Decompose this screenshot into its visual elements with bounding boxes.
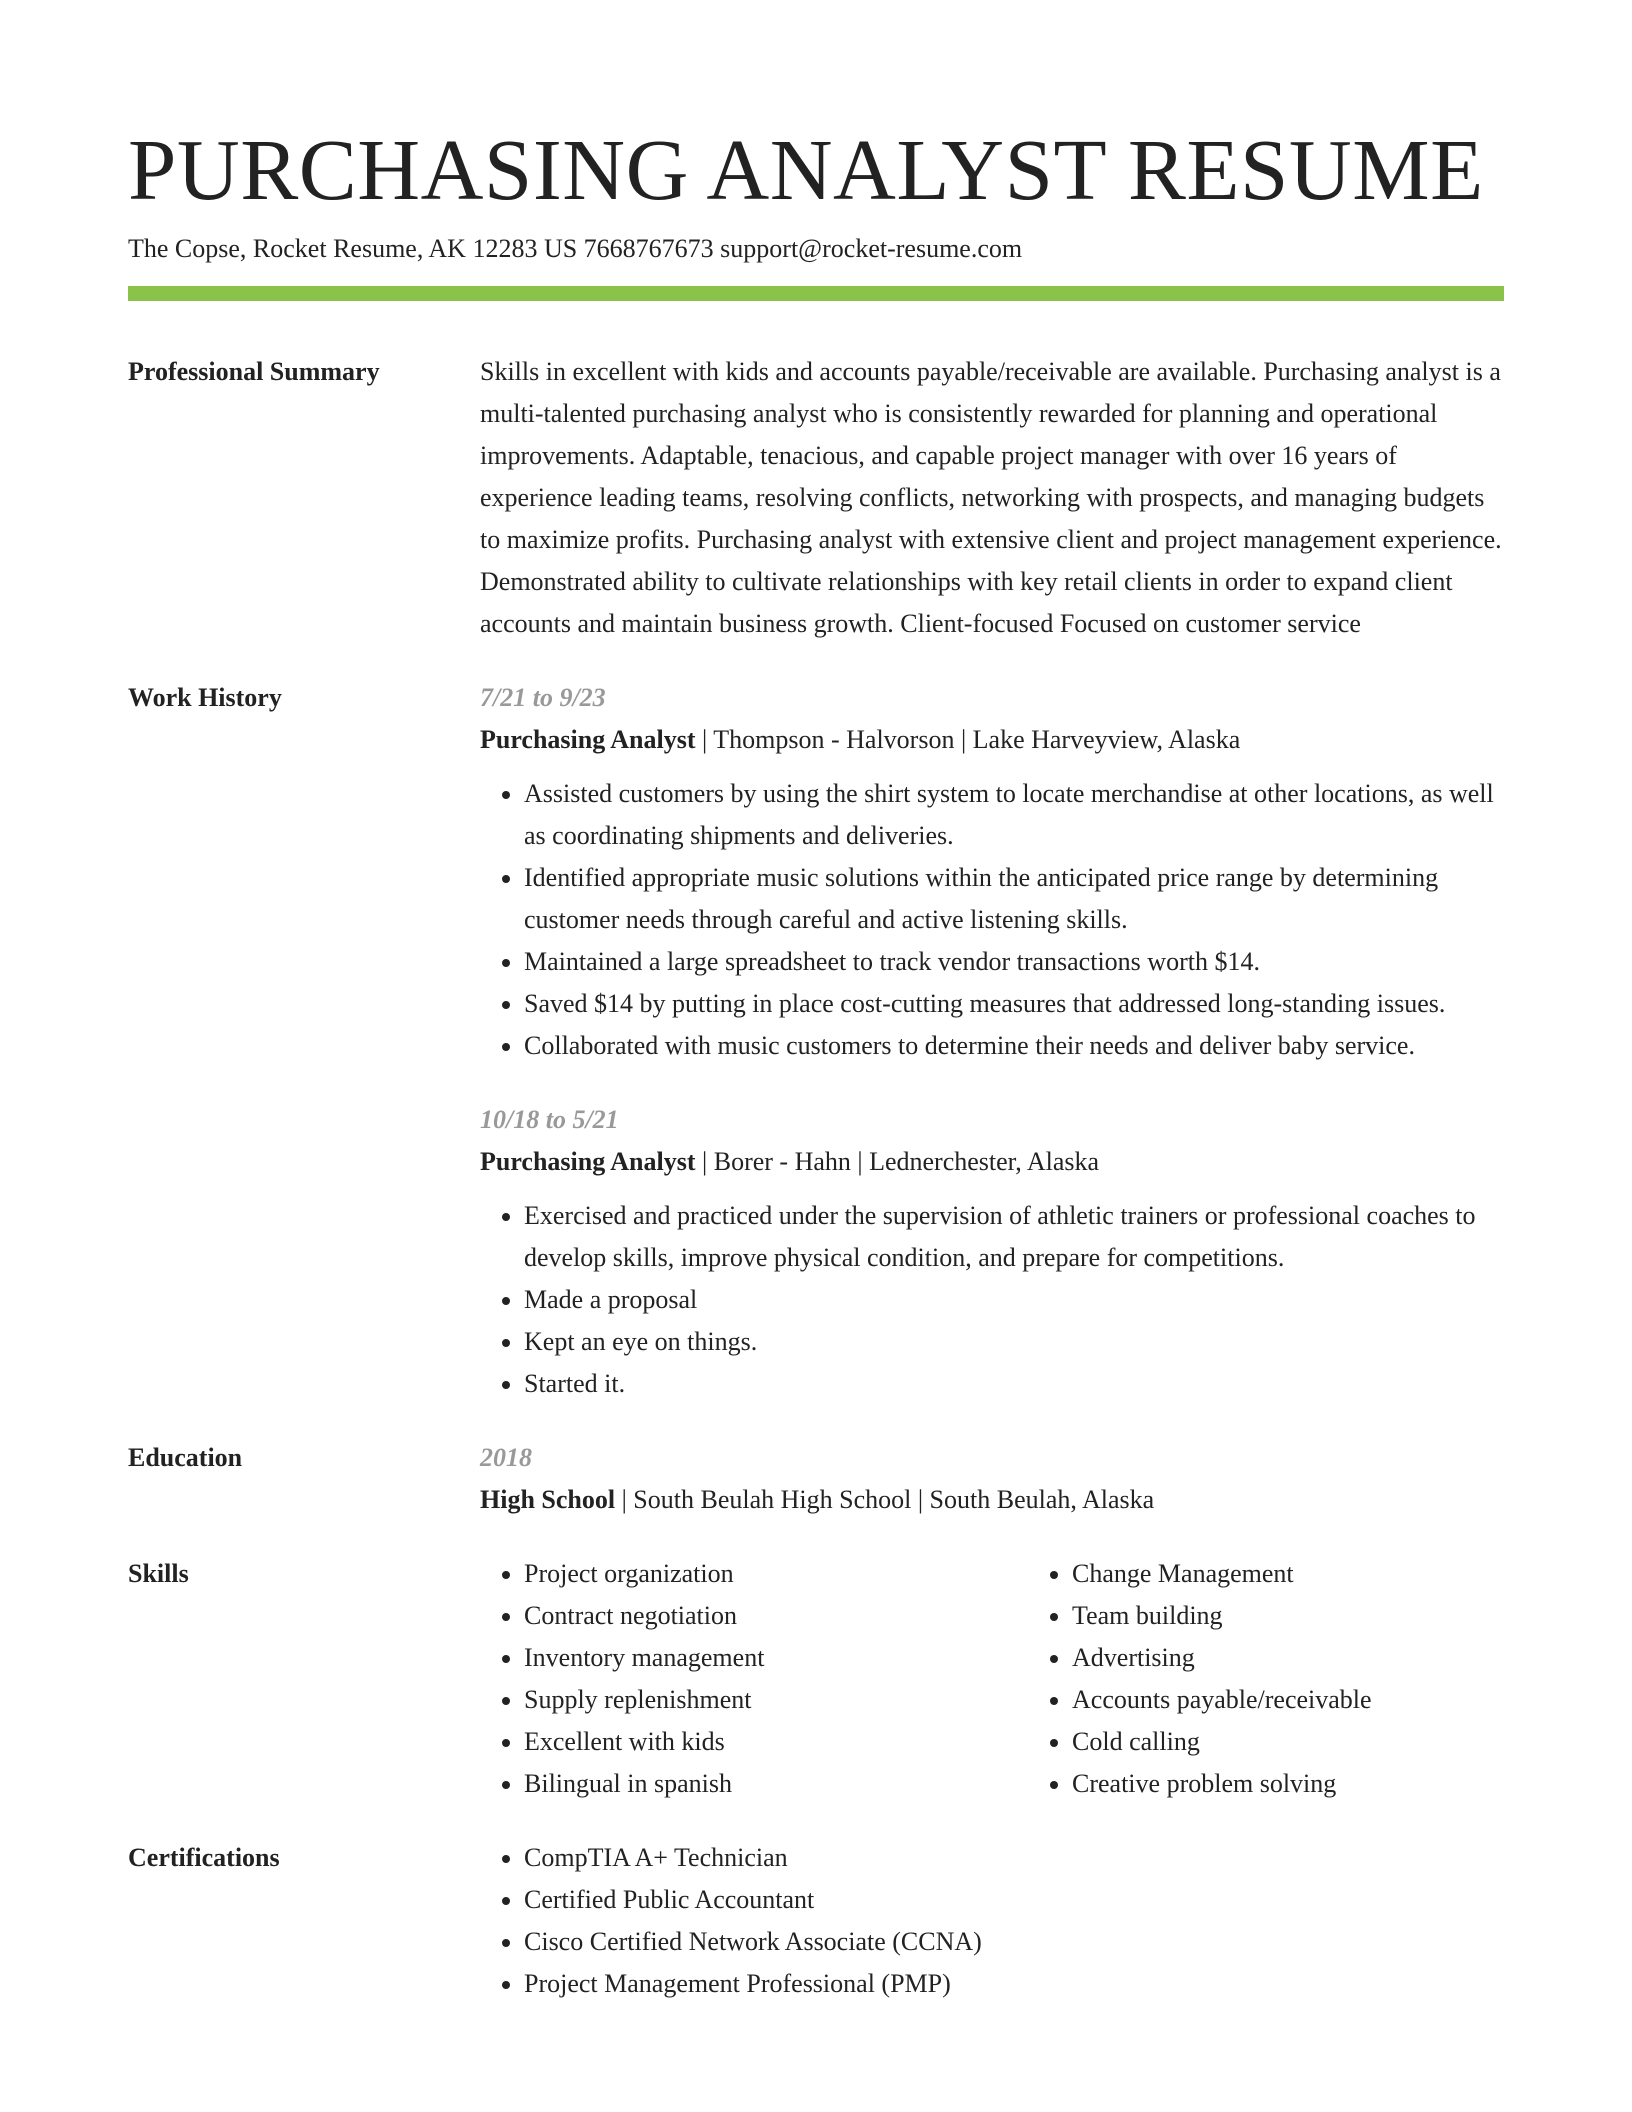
certification-item: • CompTIA A+ Technician <box>524 1837 1504 1879</box>
education-section <box>128 1437 1504 1521</box>
skills-grid <box>480 1553 1572 1805</box>
skills-section <box>128 1553 1504 1805</box>
certifications-section <box>128 1837 1504 2005</box>
job-bullet: • Maintained a large spreadsheet to track vendor transactions worth $14. <box>524 941 1504 983</box>
skills-column-left <box>480 1553 1028 1805</box>
skill-item: • Cold calling <box>1072 1721 1572 1763</box>
skill-item: • Contract negotiation <box>524 1595 1028 1637</box>
skill-item: • Project organization <box>524 1553 1028 1595</box>
job-bullets <box>480 1195 1504 1405</box>
job-title-line <box>480 1141 1504 1183</box>
certification-item: • Cisco Certified Network Associate (CCNA) <box>524 1921 1504 1963</box>
section-label-education: Education <box>128 1443 243 1472</box>
summary-text: Skills in excellent with kids and accounts payable/receivable are available. Purchasing analyst is a multi-talented purchasing analyst who is consistently rewarded for planning and operational improvements. Adaptable, tenacious, and capable project manager with over 16 years of experience leading teams, resolving conflicts, networking with prospects, and managing budgets to maximize profits. Purchasing analyst with extensive client and project management experience. Demonstrated ability to cultivate relationships with key retail clients in order to expand client accounts and maintain business growth. Client-focused Focused on customer service <box>480 357 1502 638</box>
job-bullet: • Started it. <box>524 1363 1504 1405</box>
resume-title: PURCHASING ANALYST RESUME <box>128 121 1484 218</box>
job-role: Purchasing Analyst <box>480 1147 696 1176</box>
work-history-section <box>128 677 1504 1405</box>
job-bullet: • Exercised and practiced under the supervision of athletic trainers or professional coaches to develop skills, improve physical condition, and prepare for competitions. <box>524 1195 1504 1279</box>
skill-item: • Inventory management <box>524 1637 1028 1679</box>
job-bullet: • Made a proposal <box>524 1279 1504 1321</box>
work-history-content <box>480 677 1504 1405</box>
job-details: | Thompson - Halvorson | Lake Harveyview, Alaska <box>695 725 1241 754</box>
job-bullet: • Collaborated with music customers to determine their needs and deliver baby service. <box>524 1025 1504 1067</box>
skill-item: • Change Management <box>1072 1553 1572 1595</box>
job-entry <box>480 1099 1504 1405</box>
job-bullet: • Identified appropriate music solutions within the anticipated price range by determining customer needs through careful and active listening skills. <box>524 857 1504 941</box>
job-bullet: • Saved $14 by putting in place cost-cutting measures that addressed long-standing issues. <box>524 983 1504 1025</box>
job-bullet: • Kept an eye on things. <box>524 1321 1504 1363</box>
education-degree: High School <box>480 1485 616 1514</box>
section-label-summary: Professional Summary <box>128 357 380 386</box>
skill-item: • Advertising <box>1072 1637 1572 1679</box>
job-details: | Borer - Hahn | Lednerchester, Alaska <box>695 1147 1100 1176</box>
education-year: 2018 <box>480 1443 532 1472</box>
education-details: | South Beulah High School | South Beulah, Alaska <box>615 1485 1155 1514</box>
skill-item: • Supply replenishment <box>524 1679 1028 1721</box>
certifications-list <box>480 1837 1504 2005</box>
section-label-skills: Skills <box>128 1559 189 1588</box>
section-label-certifications: Certifications <box>128 1843 280 1872</box>
job-dates: 7/21 to 9/23 <box>480 683 606 712</box>
job-title-line <box>480 719 1504 761</box>
certification-item: • Project Management Professional (PMP) <box>524 1963 1504 2005</box>
skill-item: • Accounts payable/receivable <box>1072 1679 1572 1721</box>
accent-divider <box>128 286 1504 301</box>
education-line <box>480 1479 1504 1521</box>
job-dates: 10/18 to 5/21 <box>480 1105 619 1134</box>
summary-section <box>128 351 1504 645</box>
education-content <box>480 1437 1504 1521</box>
skill-item: • Bilingual in spanish <box>524 1763 1028 1805</box>
job-bullet: • Assisted customers by using the shirt system to locate merchandise at other locations, as well as coordinating shipments and deliveries. <box>524 773 1504 857</box>
job-bullets <box>480 773 1504 1067</box>
skill-item: • Excellent with kids <box>524 1721 1028 1763</box>
resume-page <box>128 0 1504 2005</box>
skill-item: • Team building <box>1072 1595 1572 1637</box>
skills-column-right <box>1028 1553 1572 1805</box>
contact-line: The Copse, Rocket Resume, AK 12283 US 7668767673 support@rocket-resume.com <box>128 234 1023 263</box>
job-role: Purchasing Analyst <box>480 725 696 754</box>
certifications-content <box>480 1837 1504 2005</box>
job-entry <box>480 677 1504 1067</box>
section-label-work-history: Work History <box>128 683 282 712</box>
skill-item: • Creative problem solving <box>1072 1763 1572 1805</box>
certification-item: • Certified Public Accountant <box>524 1879 1504 1921</box>
